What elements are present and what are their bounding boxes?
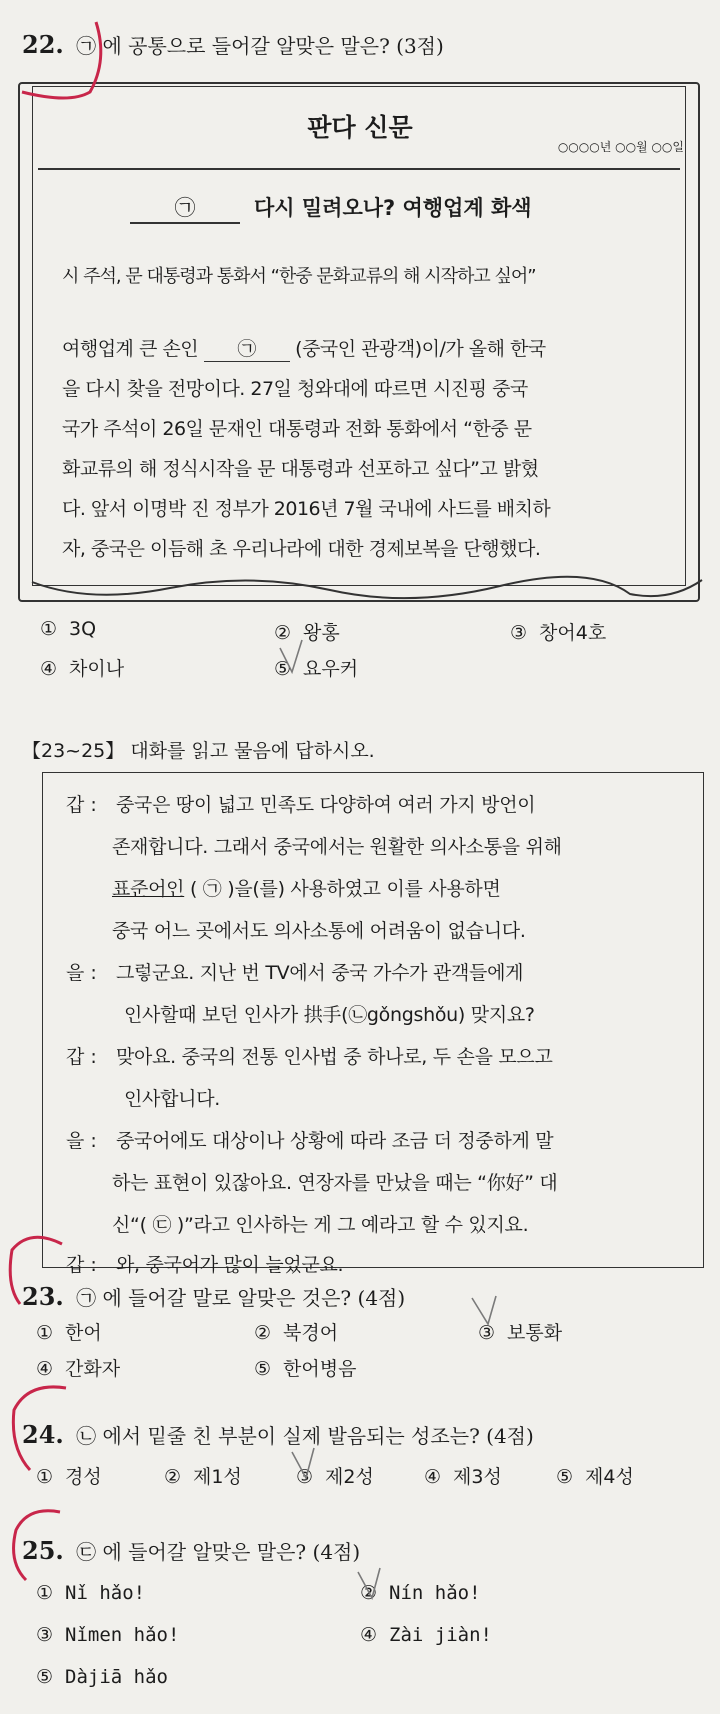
article-line: 국가 주석이 26일 문재인 대통령과 전화 통화에서 “한중 문 <box>62 418 532 440</box>
option-1[interactable] <box>36 1318 102 1345</box>
option-mark: ④ <box>36 1358 54 1380</box>
option-text: 3Q <box>69 618 97 640</box>
option-text: Zài jiàn! <box>389 1624 492 1646</box>
option-5[interactable] <box>556 1462 634 1489</box>
option-text: 창어4호 <box>539 622 607 644</box>
option-text: 한어병음 <box>283 1358 357 1380</box>
option-mark: ① <box>40 618 58 640</box>
dialog-line: 중국은 땅이 넓고 민족도 다양하여 여러 가지 방언이 <box>116 794 536 816</box>
option-4[interactable] <box>360 1624 492 1646</box>
article-line: 을 다시 찾을 전망이다. 27일 청와대에 따르면 시진핑 중국 <box>62 378 528 400</box>
option-2[interactable] <box>274 618 340 645</box>
question-24 <box>22 1420 534 1449</box>
option-3[interactable] <box>510 618 606 645</box>
article-line <box>62 334 546 362</box>
speaker-label: 갑 : <box>66 1254 97 1276</box>
article-text: 여행업계 큰 손인 <box>62 338 199 360</box>
speaker-label: 갑 : <box>66 794 97 816</box>
option-4[interactable] <box>40 654 124 681</box>
header-rule <box>38 168 680 170</box>
option-text: 북경어 <box>283 1322 339 1344</box>
option-2[interactable] <box>254 1318 338 1345</box>
option-text: 경성 <box>65 1466 102 1488</box>
newspaper-date: ○○○○년 ○○월 ○○일 <box>557 140 684 154</box>
option-mark: ⑤ <box>36 1666 54 1688</box>
dialog-line: 그렇군요. 지난 번 TV에서 중국 가수가 관객들에게 <box>116 962 524 984</box>
dialog-line: 신“( ㉢ )”라고 인사하는 게 그 예라고 할 수 있지요. <box>112 1214 529 1236</box>
option-mark: ④ <box>360 1624 378 1646</box>
option-5[interactable] <box>36 1666 168 1688</box>
option-text: Dàjiā hǎo <box>65 1666 168 1688</box>
question-22 <box>22 30 444 59</box>
option-mark: ③ <box>478 1322 496 1344</box>
option-3[interactable] <box>478 1318 562 1345</box>
dialog-line <box>112 874 501 901</box>
dialog-line: 인사합니다. <box>124 1088 221 1110</box>
option-text: 보통화 <box>507 1322 563 1344</box>
section-title: 【23~25】 대화를 읽고 물음에 답하시오. <box>22 740 375 762</box>
paper-curl-edge <box>30 574 706 614</box>
option-mark: ⑤ <box>254 1358 272 1380</box>
question-number: 23. <box>22 1282 64 1311</box>
option-mark: ① <box>36 1466 54 1488</box>
option-text: 제1성 <box>193 1466 242 1488</box>
option-text: 왕홍 <box>303 622 340 644</box>
option-1[interactable] <box>40 618 96 640</box>
question-text: 에 들어갈 말로 알맞은 것은? (4점) <box>102 1286 406 1310</box>
option-mark: ① <box>36 1582 54 1604</box>
option-1[interactable] <box>36 1462 102 1489</box>
dialog-line: 하는 표현이 있잖아요. 연장자를 만났을 때는 “你好” 대 <box>112 1172 558 1194</box>
option-mark: ① <box>36 1322 54 1344</box>
option-mark: ② <box>274 622 292 644</box>
article-blank: ㉠ <box>204 334 290 362</box>
question-text: 에서 밑줄 친 부분이 실제 발음되는 성조는? (4점) <box>102 1424 534 1448</box>
article-text: (중국인 관광객)이/가 올해 한국 <box>295 338 546 360</box>
option-mark: ⑤ <box>274 658 292 680</box>
option-mark: ② <box>254 1322 272 1344</box>
option-text: 제4성 <box>585 1466 634 1488</box>
option-3[interactable] <box>296 1462 374 1489</box>
option-1[interactable] <box>36 1582 145 1604</box>
dialog-line: 존재합니다. 그래서 중국에서는 원활한 의사소통을 위해 <box>112 836 562 858</box>
option-5[interactable] <box>254 1354 356 1381</box>
option-text: 제2성 <box>325 1466 374 1488</box>
option-5[interactable] <box>274 654 358 681</box>
article-line: 화교류의 해 정식시작을 문 대통령과 선포하고 싶다”고 밝혔 <box>62 458 539 480</box>
option-3[interactable] <box>36 1624 179 1646</box>
speaker-label: 을 : <box>66 1130 97 1152</box>
speaker-label: 갑 : <box>66 1046 97 1068</box>
option-4[interactable] <box>36 1354 120 1381</box>
question-number: 22. <box>22 30 64 59</box>
dialog-line: 중국어에도 대상이나 상황에 따라 조금 더 정중하게 말 <box>116 1130 554 1152</box>
option-text: 제3성 <box>453 1466 502 1488</box>
option-text: Nǐ hǎo! <box>65 1582 146 1604</box>
question-marker: ㉢ <box>76 1540 97 1564</box>
headline-text: 다시 밀려오나? 여행업계 화색 <box>254 196 532 220</box>
article-line: 자, 중국은 이듬해 초 우리나라에 대한 경제보복을 단행했다. <box>62 538 541 560</box>
question-text: 에 공통으로 들어갈 알맞은 말은? (3점) <box>102 34 444 58</box>
question-23 <box>22 1282 405 1311</box>
option-mark: ⑤ <box>556 1466 574 1488</box>
question-marker: ㉠ <box>76 1286 97 1310</box>
dialog-line: 중국 어느 곳에서도 의사소통에 어려움이 없습니다. <box>112 920 526 942</box>
question-marker: ㉡ <box>76 1424 97 1448</box>
article-headline <box>130 192 532 224</box>
option-mark: ② <box>164 1466 182 1488</box>
article-line: 다. 앞서 이명박 진 정부가 2016년 7월 국내에 사드를 배치하 <box>62 498 551 520</box>
question-number: 25. <box>22 1536 64 1565</box>
dialog-line: 인사할때 보던 인사가 拱手(㉡gǒngshǒu) 맞지요? <box>124 1004 535 1026</box>
article-subhead: 시 주석, 문 대통령과 통화서 “한중 문화교류의 해 시작하고 싶어” <box>62 266 536 287</box>
option-mark: ③ <box>296 1466 314 1488</box>
speaker-label: 을 : <box>66 962 97 984</box>
option-4[interactable] <box>424 1462 502 1489</box>
option-mark: ③ <box>36 1624 54 1646</box>
option-mark: ④ <box>40 658 58 680</box>
underlined-term: 표준어인 <box>112 878 185 900</box>
question-marker: ㉠ <box>76 34 97 58</box>
option-2[interactable] <box>360 1582 481 1604</box>
question-text: 에 들어갈 알맞은 말은? (4점) <box>102 1540 361 1564</box>
headline-blank: ㉠ <box>130 192 240 224</box>
option-text: 한어 <box>65 1322 102 1344</box>
option-2[interactable] <box>164 1462 242 1489</box>
option-text: 요우커 <box>303 658 359 680</box>
option-text: 간화자 <box>65 1358 121 1380</box>
option-mark: ③ <box>510 622 528 644</box>
question-25 <box>22 1536 360 1565</box>
dialog-text: ( ㉠ )을(를) 사용하였고 이를 사용하면 <box>184 878 501 900</box>
option-text: 차이나 <box>69 658 125 680</box>
option-text: Nǐmen hǎo! <box>65 1624 180 1646</box>
newspaper-name: 판다 신문 <box>307 113 413 142</box>
option-mark: ② <box>360 1582 378 1604</box>
dialog-line: 와, 중국어가 많이 늘었군요. <box>116 1254 344 1276</box>
option-text: Nín hǎo! <box>389 1582 481 1604</box>
question-number: 24. <box>22 1420 64 1449</box>
dialog-line: 맞아요. 중국의 전통 인사법 중 하나로, 두 손을 모으고 <box>116 1046 553 1068</box>
option-mark: ④ <box>424 1466 442 1488</box>
